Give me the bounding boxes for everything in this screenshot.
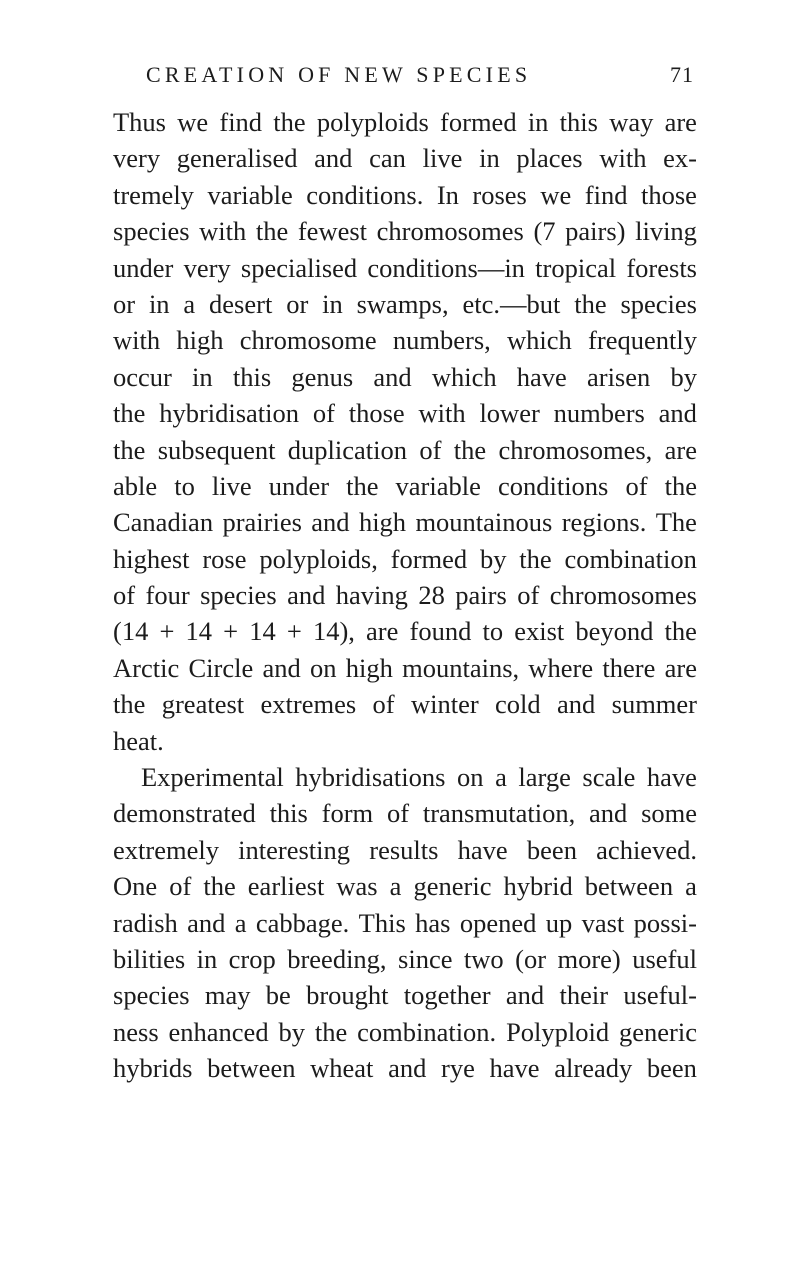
word: species — [113, 980, 190, 1011]
word: polyploids — [316, 107, 429, 137]
body-text — [113, 104, 697, 1087]
text-line — [113, 322, 697, 358]
word: chromosomes, — [498, 434, 653, 465]
word: and — [373, 361, 412, 392]
word: rye — [441, 1053, 475, 1084]
word: there — [602, 652, 656, 683]
word: This — [358, 907, 406, 938]
word: 28 — [418, 580, 445, 611]
word: + — [159, 616, 175, 647]
word: arisen — [586, 361, 651, 392]
word: (14 — [113, 616, 149, 647]
word: up — [545, 907, 573, 938]
word: desert — [209, 288, 273, 319]
word: transmutation, — [422, 798, 576, 829]
word: a — [495, 762, 507, 793]
word: wheat — [310, 1053, 374, 1084]
word: the — [453, 434, 487, 465]
word: One — [113, 871, 158, 902]
word: (or — [515, 943, 547, 974]
word: and — [287, 580, 326, 611]
text-line — [113, 177, 697, 213]
word: of — [372, 689, 395, 720]
word: Circle — [188, 652, 254, 683]
word: the — [664, 616, 697, 647]
word: extremely — [113, 834, 219, 865]
word: and — [311, 507, 350, 538]
word: the — [203, 871, 236, 902]
word: beyond — [575, 616, 654, 647]
word: a — [234, 907, 247, 938]
word: swamps, — [356, 288, 449, 319]
word: summer — [611, 689, 697, 720]
word: on — [309, 652, 337, 683]
text-line — [113, 286, 697, 322]
word: the — [113, 398, 146, 429]
word: very — [183, 252, 231, 283]
word: more) — [557, 943, 621, 974]
word: the — [664, 470, 697, 501]
word: are — [366, 616, 399, 647]
word: (7 — [533, 216, 556, 247]
word: been — [646, 1053, 697, 1084]
word: hybridisations — [295, 762, 446, 793]
word: generic — [619, 1016, 697, 1047]
word: greatest — [161, 689, 245, 720]
word: ness — [113, 1016, 159, 1047]
word: generic — [413, 871, 492, 902]
word: since — [398, 943, 453, 974]
paragraph — [113, 759, 697, 1087]
word: with — [113, 325, 161, 356]
word: between — [207, 1053, 296, 1084]
word: may — [204, 980, 251, 1011]
word: in — [479, 143, 500, 174]
word: The — [655, 507, 697, 538]
word: highest — [113, 543, 190, 574]
word: the — [113, 689, 146, 720]
word: live — [211, 470, 252, 501]
word: high — [345, 652, 393, 683]
word: generalised — [176, 143, 298, 174]
word: this — [559, 107, 598, 137]
text-line — [113, 432, 697, 468]
text-line — [113, 650, 697, 686]
word: numbers, — [392, 325, 491, 356]
text-line — [113, 759, 697, 795]
word: of — [517, 580, 540, 611]
word: chromosomes — [549, 580, 697, 611]
word: formed — [390, 543, 468, 574]
word: and — [187, 907, 226, 938]
word: conditions — [497, 470, 609, 501]
word: occur — [113, 361, 172, 392]
word: opened — [459, 907, 537, 938]
text-line — [113, 104, 697, 140]
word: living — [635, 216, 697, 247]
word: and — [262, 652, 301, 683]
word: genus — [291, 361, 354, 392]
word: find — [584, 179, 628, 210]
word: live — [422, 143, 463, 174]
word: combination — [564, 543, 697, 574]
word: four — [145, 580, 190, 611]
word: species — [113, 216, 190, 247]
word: two — [463, 943, 504, 974]
word: was — [336, 871, 378, 902]
word: are — [664, 107, 697, 137]
word: fewest — [297, 216, 368, 247]
word: In — [436, 179, 459, 210]
word: tremely — [113, 179, 194, 210]
text-line — [113, 905, 697, 941]
text-line — [113, 613, 697, 649]
word: very — [113, 143, 161, 174]
word: the — [519, 543, 552, 574]
text-line — [113, 977, 697, 1013]
word: Arctic — [113, 652, 180, 683]
word: numbers — [553, 398, 645, 429]
word: cold — [495, 689, 541, 720]
word: and — [589, 798, 628, 829]
word: of — [169, 871, 192, 902]
word: in — [527, 107, 549, 137]
word: or — [113, 288, 136, 319]
text-line — [113, 504, 697, 540]
text-line — [113, 140, 697, 176]
word: regions. — [561, 507, 647, 538]
text-line — [113, 577, 697, 613]
word: 14), — [312, 616, 355, 647]
word: duplication — [287, 434, 408, 465]
word: places — [516, 143, 583, 174]
word: hybrids — [113, 1053, 193, 1084]
word: under — [268, 470, 330, 501]
word: cabbage. — [255, 907, 350, 938]
word: under — [113, 252, 174, 283]
word: large — [518, 762, 571, 793]
word: by — [479, 543, 507, 574]
word: useful — [632, 943, 697, 974]
word: by — [278, 1016, 305, 1047]
word: + — [286, 616, 302, 647]
word: which — [431, 361, 497, 392]
text-line — [113, 359, 697, 395]
word: rose — [202, 543, 247, 574]
text-line — [113, 468, 697, 504]
word: useful- — [623, 980, 697, 1011]
word: been — [526, 834, 577, 865]
text-line — [113, 1050, 697, 1086]
word: in — [322, 288, 343, 319]
word: lower — [479, 398, 540, 429]
word: able — [113, 470, 158, 501]
word: and — [658, 398, 697, 429]
word: to — [482, 616, 504, 647]
word: 14 — [185, 616, 213, 647]
text-line — [113, 250, 697, 286]
text-line — [113, 213, 697, 249]
word: possi- — [633, 907, 697, 938]
word: variable — [207, 179, 293, 210]
word: or — [286, 288, 309, 319]
word: + — [223, 616, 239, 647]
text-line — [113, 941, 697, 977]
word: conditions—in — [367, 252, 525, 283]
word: by — [670, 361, 697, 392]
word: the — [314, 1016, 348, 1047]
word: of — [386, 798, 410, 829]
word: brought — [306, 980, 389, 1011]
word: extremes — [260, 689, 357, 720]
word: species — [200, 580, 277, 611]
word: have — [457, 834, 508, 865]
word: are — [664, 434, 697, 465]
word: crop — [228, 943, 276, 974]
text-line — [113, 1014, 697, 1050]
word: enhanced — [168, 1016, 269, 1047]
word: combination. — [357, 1016, 497, 1047]
word: with — [418, 398, 466, 429]
word: the — [273, 107, 306, 137]
word: breeding, — [287, 943, 387, 974]
word: the — [574, 288, 607, 319]
word: Thus — [113, 107, 166, 137]
word: between — [584, 871, 674, 902]
word: a — [183, 288, 196, 319]
word: mountainous — [415, 507, 553, 538]
word: subsequent — [157, 434, 276, 465]
word: forests — [626, 252, 697, 283]
word: already — [554, 1053, 633, 1084]
word: can — [369, 143, 406, 174]
word: has — [415, 907, 451, 938]
word: the — [113, 434, 146, 465]
word: of — [625, 470, 648, 501]
word: have — [516, 361, 567, 392]
word: Canadian — [113, 507, 214, 538]
word: this — [232, 361, 272, 392]
word: ex- — [663, 143, 697, 174]
word: formed — [440, 107, 517, 137]
word: bilities — [113, 943, 186, 974]
word: earliest — [247, 871, 325, 902]
word: 14 — [249, 616, 276, 647]
word: of — [312, 398, 335, 429]
word: conditions. — [306, 179, 424, 210]
word: vast — [581, 907, 625, 938]
text-line — [113, 395, 697, 431]
word: found — [409, 616, 472, 647]
word: have — [646, 762, 697, 793]
word: we — [540, 179, 572, 210]
word: this — [269, 798, 308, 829]
text-line — [113, 686, 697, 722]
word: etc.—but — [462, 288, 561, 319]
word: specialised — [240, 252, 358, 283]
word: high — [176, 325, 224, 356]
word: and — [505, 980, 545, 1011]
word: way — [609, 107, 654, 137]
word: of — [113, 580, 136, 611]
word: on — [457, 762, 484, 793]
word: results — [369, 834, 439, 865]
word: radish — [113, 907, 178, 938]
text-line — [113, 868, 697, 904]
word: tropical — [535, 252, 617, 283]
word: species — [620, 288, 697, 319]
paragraph — [113, 104, 697, 759]
word: roses — [472, 179, 527, 210]
word: hybridisation — [159, 398, 300, 429]
page-number: 71 — [670, 62, 694, 87]
word: where — [528, 652, 594, 683]
text-line: heat. — [113, 725, 164, 756]
word: pairs) — [565, 216, 626, 247]
word: form — [321, 798, 374, 829]
word: Experimental — [141, 762, 284, 793]
word: their — [559, 980, 609, 1011]
word: and — [557, 689, 596, 720]
word: Polyploid — [506, 1016, 610, 1047]
word: scale — [582, 762, 636, 793]
text-line — [113, 541, 697, 577]
word: winter — [410, 689, 479, 720]
word: high — [358, 507, 407, 538]
word: together — [403, 980, 491, 1011]
word: the — [346, 470, 379, 501]
word: a — [389, 871, 402, 902]
word: hybrid — [503, 871, 573, 902]
word: and — [388, 1053, 427, 1084]
word: variable — [395, 470, 481, 501]
word: in — [192, 361, 213, 392]
text-line — [113, 832, 697, 868]
word: pairs — [455, 580, 507, 611]
word: the — [255, 216, 289, 247]
running-head — [146, 62, 694, 94]
text-line — [113, 795, 697, 831]
word: some — [641, 798, 697, 829]
word: are — [664, 652, 697, 683]
word: with — [599, 143, 647, 174]
word: having — [335, 580, 408, 611]
word: we — [177, 107, 209, 137]
word: chromosomes — [376, 216, 524, 247]
word: to — [174, 470, 195, 501]
word: find — [219, 107, 263, 137]
word: polyploids, — [259, 543, 378, 574]
word: a — [685, 871, 697, 902]
word: exist — [514, 616, 565, 647]
word: with — [199, 216, 247, 247]
word: in — [196, 943, 218, 974]
word: chromosome — [239, 325, 377, 356]
word: which — [507, 325, 572, 356]
word: prairies — [222, 507, 302, 538]
word: those — [348, 398, 405, 429]
word: interesting — [238, 834, 351, 865]
word: those — [640, 179, 697, 210]
word: frequently — [588, 325, 697, 356]
running-title: CREATION OF NEW SPECIES — [146, 62, 532, 87]
word: demonstrated — [113, 798, 256, 829]
word: have — [489, 1053, 540, 1084]
word: of — [419, 434, 442, 465]
word: and — [314, 143, 353, 174]
word: be — [265, 980, 291, 1011]
word: achieved. — [596, 834, 697, 865]
word: in — [148, 288, 170, 319]
word: mountains, — [402, 652, 520, 683]
